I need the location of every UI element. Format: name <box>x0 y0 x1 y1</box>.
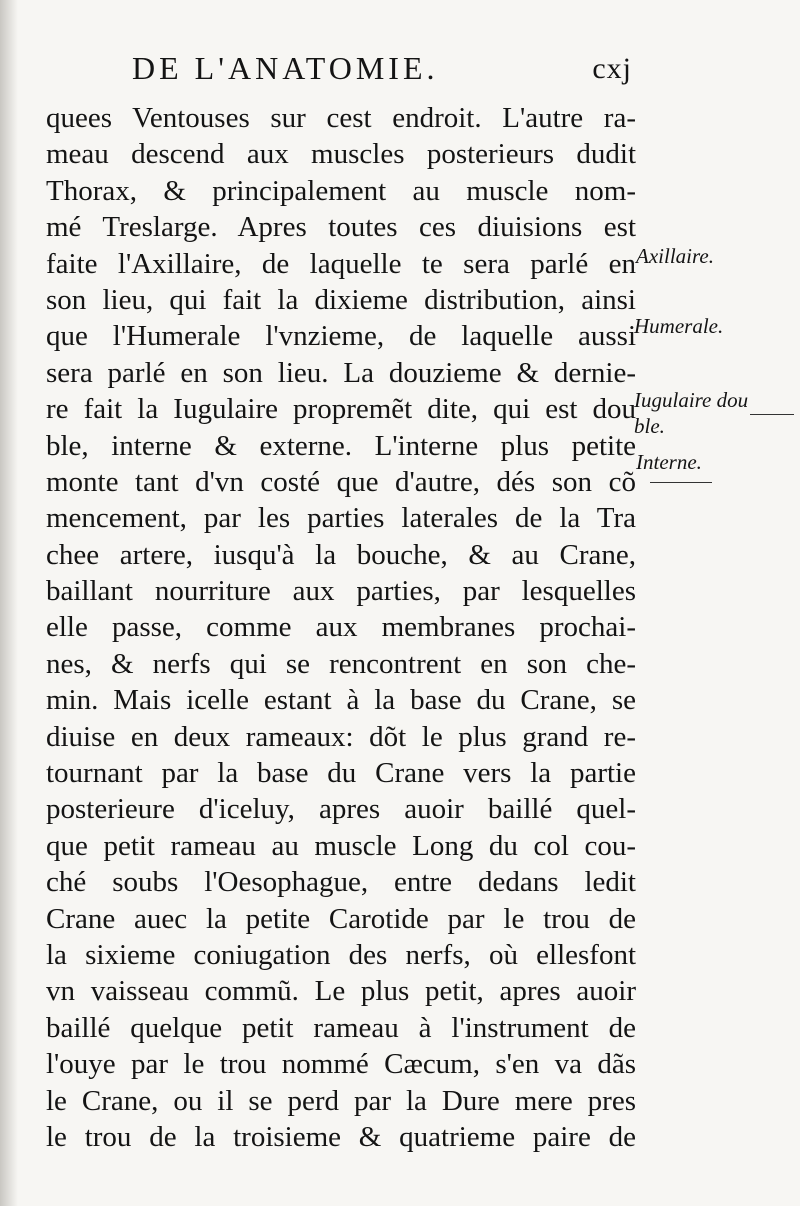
text-line: baillé quelque petit rameau à l'instrument de <box>46 1011 636 1044</box>
running-head <box>132 50 632 94</box>
margin-note-interne: Interne. <box>636 450 702 474</box>
text-line: sera parlé en son lieu. La douzieme & dernie- <box>46 356 636 389</box>
text-line: Thorax, & principalement au muscle nom- <box>46 174 636 207</box>
text-line: min. Mais icelle estant à la base du Crane, se <box>46 684 636 717</box>
margin-note-iugulaire-cont: ble. <box>634 414 665 438</box>
text-line: l'ouye par le trou nommé Cæcum, s'en va dãs <box>46 1048 636 1081</box>
text-line: elle passe, comme aux membranes prochai- <box>46 611 636 644</box>
text-line: son lieu, qui fait la dixieme distribution, ainsi <box>46 283 636 316</box>
text-line: chee artere, iusqu'à la bouche, & au Crane, <box>46 538 636 571</box>
text-line: le trou de la troisieme & quatrieme paire de <box>46 1120 636 1153</box>
text-line: monte tant d'vn costé que d'autre, dés son cõ <box>46 465 636 498</box>
margin-note-rule <box>750 414 794 415</box>
text-line: diuise en deux rameaux: dõt le plus grand re- <box>46 720 636 753</box>
text-line: nes, & nerfs qui se rencontrent en son che- <box>46 647 636 680</box>
margin-note-humerale: Humerale. <box>634 314 724 338</box>
margin-note-iugulaire: Iugulaire dou <box>634 388 749 412</box>
text-line: Crane auec la petite Carotide par le trou de <box>46 902 636 935</box>
margin-note-rule <box>650 482 712 483</box>
text-line: mé Treslarge. Apres toutes ces diuisions est <box>46 211 636 244</box>
text-line: quees Ventouses sur cest endroit. L'autre ra- <box>46 102 636 134</box>
text-line: meau descend aux muscles posterieurs dudit <box>46 138 636 171</box>
text-line: que petit rameau au muscle Long du col cou- <box>46 829 636 862</box>
text-line: baillant nourriture aux parties, par lesquelles <box>46 575 636 608</box>
body-text <box>46 100 636 1155</box>
text-line: faite l'Axillaire, de laquelle te sera parlé en <box>46 247 636 280</box>
text-line: le Crane, ou il se perd par la Dure mere pres <box>46 1084 636 1117</box>
margin-note-axillaire: Axillaire. <box>636 244 714 268</box>
page-number: cxj <box>592 52 632 85</box>
text-line: ché soubs l'Oesophague, entre dedans ledit <box>46 866 636 899</box>
text-line: ble, interne & externe. L'interne plus petite <box>46 429 636 462</box>
gutter-shadow <box>0 0 18 1206</box>
text-line: mencement, par les parties laterales de la Tra <box>46 502 636 535</box>
text-line: tournant par la base du Crane vers la partie <box>46 757 636 790</box>
text-line: la sixieme coniugation des nerfs, où ellesfont <box>46 938 636 971</box>
text-line: vn vaisseau commũ. Le plus petit, apres auoir <box>46 975 636 1008</box>
text-line: posterieure d'iceluy, apres auoir baillé quel- <box>46 793 636 826</box>
marginalia <box>632 0 800 1206</box>
text-line: que l'Humerale l'vnzieme, de laquelle aussi <box>46 320 636 353</box>
text-line: re fait la Iugulaire propremẽt dite, qui est dou <box>46 393 636 426</box>
running-title: DE L'ANATOMIE. <box>132 50 439 86</box>
